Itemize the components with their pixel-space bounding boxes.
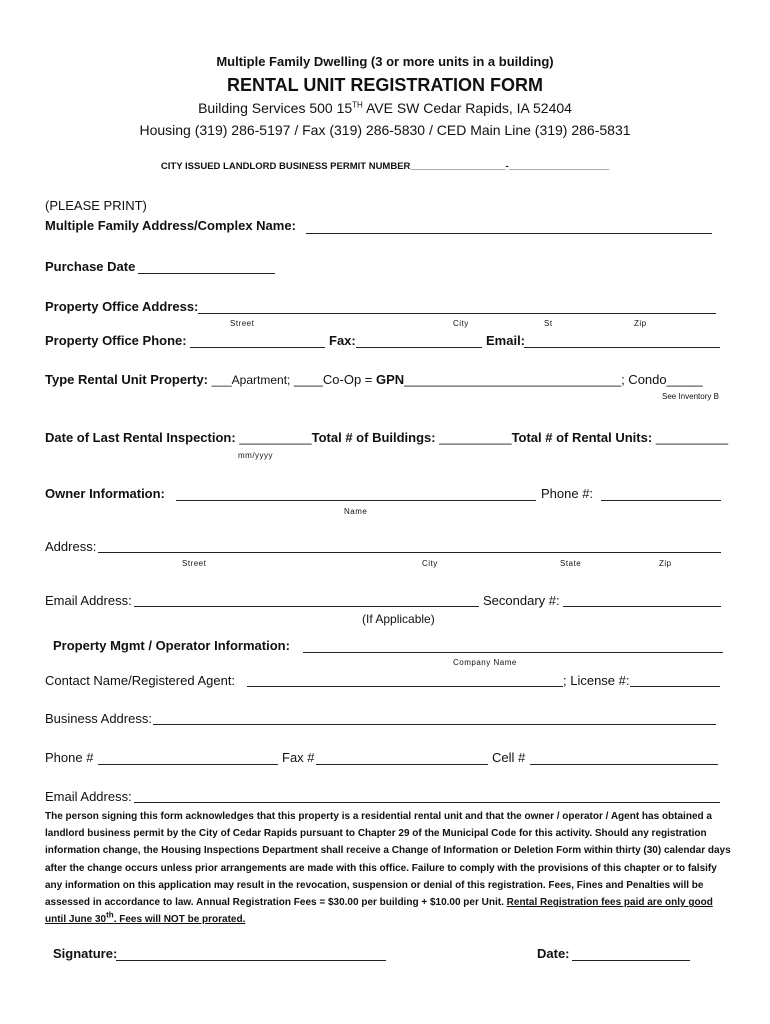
property-office-phone-label: Property Office Phone: (45, 333, 187, 348)
property-office-address-field[interactable] (198, 313, 716, 314)
license-field[interactable] (630, 686, 720, 687)
mgmt-cell-field[interactable] (530, 764, 718, 765)
property-fax-label: Fax: (329, 333, 356, 348)
gpn-condo-field[interactable]: ______________________________; Condo_____ (404, 372, 703, 387)
name-caption: Name (344, 507, 368, 516)
purchase-date-field[interactable] (138, 273, 275, 274)
office-address: Building Services 500 15TH AVE SW Cedar Rapids, IA 52404 (198, 100, 572, 116)
coop-option[interactable]: ____Co-Op = (293, 372, 377, 387)
owner-information-label: Owner Information: (45, 486, 165, 501)
form-subtitle: Multiple Family Dwelling (3 or more units in a building) (216, 54, 554, 69)
company-name-caption: Company Name (453, 658, 517, 667)
owner-city-caption: City (422, 559, 438, 568)
permit-number-field[interactable]: CITY ISSUED LANDLORD BUSINESS PERMIT NUMBER__________________-___________________ (160, 161, 610, 172)
see-inventory-note: See Inventory B (662, 392, 719, 401)
purchase-date-label: Purchase Date (45, 259, 136, 274)
total-buildings-field[interactable]: __________ (439, 430, 512, 445)
owner-street-caption: Street (182, 559, 207, 568)
if-applicable-note: (If Applicable) (362, 612, 435, 626)
acknowledgement-statement: The person signing this form acknowledges that this property is a residential rental unit and that the owner / operator / Agent has obtained a landlord business permit by the City of Cedar Rapids pursuant to Chapter 29 of the Municipal Code for this activity. Should any registration information change, the Housing Inspections Department shall receive a Change of Information or Deletion Form within thirty (30) calendar days after the change occurs unless prior arrangements are made with this office. Failure to comply with the provisions of this chapter or to falsify any information on this application may result in the revocation, suspension or denial of this registration. Fees, Fines and Penalties will be assessed in accordance to law. Annual Registration Fees = $30.00 per building + $10.00 per Unit. Rental Registration fees paid are only good until June 30th. Fees will NOT be prorated. (45, 811, 731, 926)
last-inspection-field[interactable]: __________ (239, 430, 312, 445)
street-caption: Street (230, 319, 255, 328)
complex-name-field[interactable] (306, 233, 712, 234)
property-email-field[interactable] (524, 347, 720, 348)
contact-name-label: Contact Name/Registered Agent: (45, 673, 236, 688)
secondary-phone-field[interactable] (563, 606, 721, 607)
form-title: RENTAL UNIT REGISTRATION FORM (227, 75, 543, 95)
mmyyyy-caption: mm/yyyy (238, 451, 274, 460)
rental-type-row: Type Rental Unit Property: ___Apartment; ____Co-Op = GPN______________________________; Condo_____ (45, 372, 703, 387)
property-office-address-label: Property Office Address: (45, 299, 199, 314)
contact-name-field[interactable] (247, 686, 563, 687)
apartment-option[interactable]: ___Apartment; (211, 373, 291, 387)
owner-zip-caption: Zip (659, 559, 672, 568)
mgmt-email-field[interactable] (134, 802, 720, 803)
owner-address-field[interactable] (98, 552, 721, 553)
business-address-field[interactable] (153, 724, 716, 725)
owner-phone-field[interactable] (601, 500, 721, 501)
signature-field[interactable] (116, 960, 386, 961)
state-caption: St (544, 319, 553, 328)
company-name-field[interactable] (303, 652, 723, 653)
owner-state-caption: State (560, 559, 582, 568)
mgmt-email-label: Email Address: (45, 789, 132, 804)
owner-email-field[interactable] (134, 606, 479, 607)
property-office-phone-field[interactable] (190, 347, 325, 348)
secondary-phone-label: Secondary #: (483, 593, 560, 608)
date-field[interactable] (572, 960, 690, 961)
zip-caption: Zip (634, 319, 647, 328)
business-address-label: Business Address: (45, 711, 152, 726)
mgmt-cell-label: Cell # (492, 750, 526, 765)
date-label: Date: (537, 946, 570, 961)
owner-phone-label: Phone #: (541, 486, 594, 501)
mgmt-fax-field[interactable] (316, 764, 488, 765)
office-contact: Housing (319) 286-5197 / Fax (319) 286-5830 / CED Main Line (319) 286-5831 (139, 122, 631, 138)
owner-email-label: Email Address: (45, 593, 132, 608)
owner-name-field[interactable] (176, 500, 536, 501)
license-label: ; License #: (563, 673, 630, 688)
signature-label: Signature: (53, 946, 118, 961)
property-fax-field[interactable] (356, 347, 482, 348)
property-management-label: Property Mgmt / Operator Information: (53, 638, 290, 653)
property-email-label: Email: (486, 333, 526, 348)
total-units-field[interactable]: __________ (655, 430, 729, 445)
mgmt-phone-field[interactable] (98, 764, 278, 765)
mgmt-fax-label: Fax # (282, 750, 315, 765)
complex-name-label: Multiple Family Address/Complex Name: (45, 218, 296, 233)
please-print-note: (PLEASE PRINT) (45, 198, 147, 213)
owner-address-label: Address: (45, 539, 97, 554)
inspection-row: Date of Last Rental Inspection: __________Total # of Buildings: __________Total # of Rental Units: __________ (45, 430, 729, 445)
city-caption: City (453, 319, 469, 328)
mgmt-phone-label: Phone # (45, 750, 94, 765)
